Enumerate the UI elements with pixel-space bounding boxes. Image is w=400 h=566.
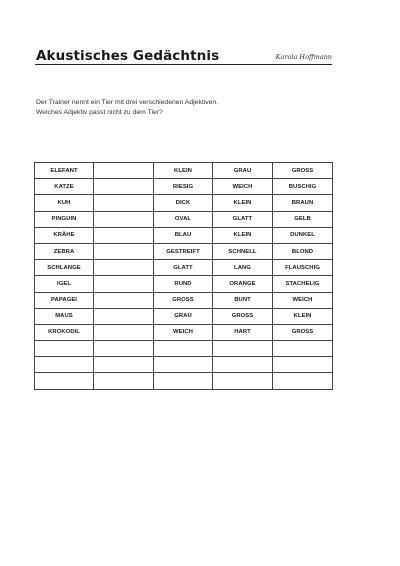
title-underline	[35, 64, 332, 65]
adjective-3-cell: BRAUN	[273, 195, 333, 211]
animal-cell: KROKODIL	[35, 324, 94, 340]
adjective-2-cell: GRAU	[213, 163, 273, 179]
adjective-1-cell: GROSS	[154, 292, 213, 308]
table-row	[35, 324, 333, 340]
animal-cell: SCHLANGE	[35, 260, 94, 276]
adjective-1-cell	[154, 357, 213, 373]
adjective-2-cell: KLEIN	[213, 227, 273, 243]
table-row	[35, 276, 333, 292]
table-row	[35, 341, 333, 357]
adjective-3-cell: BUSCHIG	[273, 179, 333, 195]
answer-cell	[94, 163, 154, 179]
adjective-3-cell: WEICH	[273, 292, 333, 308]
table-row	[35, 373, 333, 389]
answer-cell	[94, 324, 154, 340]
answer-cell	[94, 243, 154, 259]
table-row	[35, 179, 333, 195]
adjective-3-cell: BLOND	[273, 243, 333, 259]
answer-cell	[94, 357, 154, 373]
table-row	[35, 243, 333, 259]
adjective-1-cell	[154, 373, 213, 389]
animal-cell: MAUS	[35, 308, 94, 324]
adjective-2-cell: GLATT	[213, 211, 273, 227]
instructions	[36, 98, 218, 118]
adjective-2-cell: WEICH	[213, 179, 273, 195]
instruction-line-1: Der Trainer nennt ein Tier mit drei verschiedenen Adjektiven.	[36, 99, 219, 106]
adjective-1-cell: OVAL	[154, 211, 213, 227]
instruction-line-2: Welches Adjektiv passt nicht zu dem Tier?	[36, 109, 163, 116]
exercise-table	[34, 162, 333, 390]
page-title: Akustisches Gedächtnis	[36, 48, 220, 64]
adjective-1-cell: DICK	[154, 195, 213, 211]
author-name: Karola Hoffmann	[275, 53, 332, 61]
adjective-2-cell: SCHNELL	[213, 243, 273, 259]
animal-cell: KUH	[35, 195, 94, 211]
table-row	[35, 163, 333, 179]
adjective-3-cell	[273, 341, 333, 357]
adjective-3-cell: GROSS	[273, 324, 333, 340]
animal-cell: ELEFANT	[35, 163, 94, 179]
adjective-3-cell: FLAUSCHIG	[273, 260, 333, 276]
adjective-1-cell: GESTREIFT	[154, 243, 213, 259]
table-row	[35, 308, 333, 324]
adjective-1-cell: KLEIN	[154, 163, 213, 179]
exercise-table-body	[35, 163, 333, 390]
animal-cell: KRÄHE	[35, 227, 94, 243]
adjective-2-cell: KLEIN	[213, 195, 273, 211]
answer-cell	[94, 292, 154, 308]
answer-cell	[94, 227, 154, 243]
answer-cell	[94, 211, 154, 227]
adjective-3-cell: DUNKEL	[273, 227, 333, 243]
adjective-1-cell	[154, 341, 213, 357]
animal-cell: ZEBRA	[35, 243, 94, 259]
adjective-1-cell: BLAU	[154, 227, 213, 243]
answer-cell	[94, 276, 154, 292]
adjective-1-cell: GRAU	[154, 308, 213, 324]
answer-cell	[94, 195, 154, 211]
animal-cell: PAPAGEI	[35, 292, 94, 308]
animal-cell	[35, 341, 94, 357]
adjective-1-cell: WEICH	[154, 324, 213, 340]
animal-cell: IGEL	[35, 276, 94, 292]
answer-cell	[94, 260, 154, 276]
table-row	[35, 260, 333, 276]
answer-cell	[94, 308, 154, 324]
adjective-1-cell: RIESIG	[154, 179, 213, 195]
adjective-3-cell: GELB	[273, 211, 333, 227]
adjective-3-cell: KLEIN	[273, 308, 333, 324]
adjective-2-cell: LANG	[213, 260, 273, 276]
adjective-3-cell	[273, 357, 333, 373]
table-row	[35, 292, 333, 308]
adjective-2-cell: GROSS	[213, 308, 273, 324]
adjective-2-cell	[213, 341, 273, 357]
adjective-2-cell: BUNT	[213, 292, 273, 308]
table-row	[35, 195, 333, 211]
adjective-2-cell	[213, 373, 273, 389]
answer-cell	[94, 341, 154, 357]
adjective-2-cell: ORANGE	[213, 276, 273, 292]
animal-cell	[35, 357, 94, 373]
adjective-3-cell: GROSS	[273, 163, 333, 179]
animal-cell: KATZE	[35, 179, 94, 195]
answer-cell	[94, 179, 154, 195]
table-row	[35, 227, 333, 243]
adjective-1-cell: RUND	[154, 276, 213, 292]
adjective-2-cell	[213, 357, 273, 373]
adjective-3-cell: STACHELIG	[273, 276, 333, 292]
answer-cell	[94, 373, 154, 389]
animal-cell: PINGUIN	[35, 211, 94, 227]
adjective-1-cell: GLATT	[154, 260, 213, 276]
adjective-3-cell	[273, 373, 333, 389]
table-row	[35, 211, 333, 227]
adjective-2-cell: HART	[213, 324, 273, 340]
table-row	[35, 357, 333, 373]
animal-cell	[35, 373, 94, 389]
